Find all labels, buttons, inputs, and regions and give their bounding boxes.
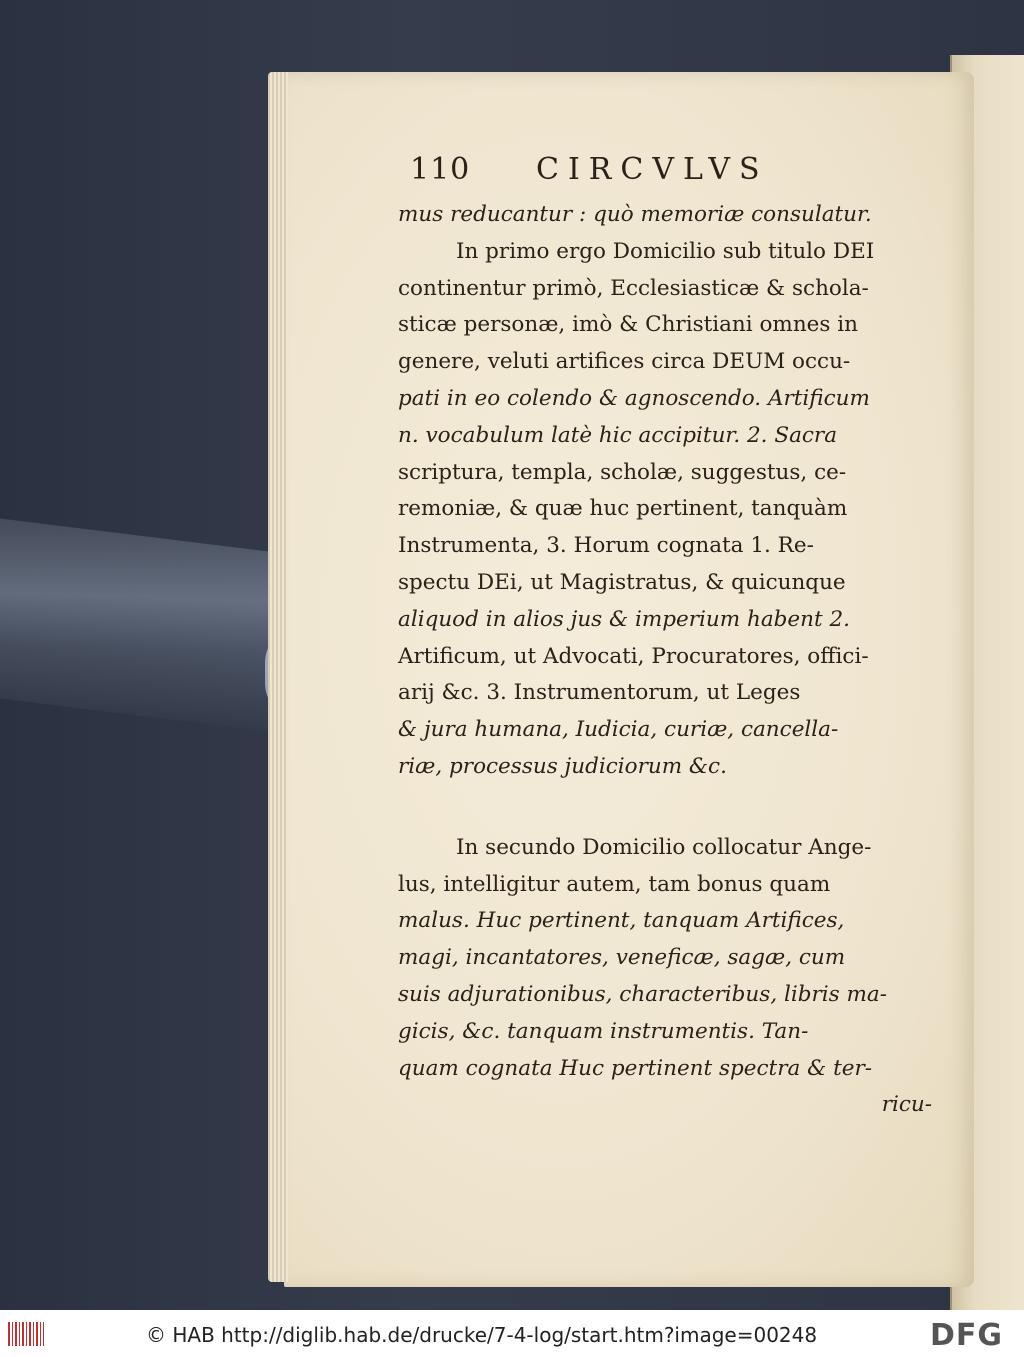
text-line: lus, intelligitur autem, tam bonus quam [398, 871, 831, 897]
page-header [410, 152, 810, 192]
text-line: & jura humana, Iudicia, curiæ, cancella- [398, 717, 839, 743]
page-body [398, 197, 938, 1124]
page-stack-edge [268, 72, 288, 1282]
text-line: In secundo Domicilio collocatur Ange- [456, 834, 872, 860]
text-line: malus. Huc pertinent, tanquam Artifices, [398, 908, 845, 934]
dfg-logo: DFG [930, 1318, 1004, 1353]
text-line: Artificum, ut Advocati, Procuratores, offici- [398, 643, 869, 669]
text-line: remoniæ, & quæ huc pertinent, tanquàm [398, 496, 848, 522]
text-line: Instrumenta, 3. Horum cognata 1. Re- [398, 533, 814, 559]
footer-credit[interactable]: © HAB http://diglib.hab.de/drucke/7-4-log/start.htm?image=00248 [146, 1323, 818, 1347]
text-line: n. vocabulum latè hic accipitur. 2. Sacra [398, 422, 838, 448]
text-line: scriptura, templa, scholæ, suggestus, ce- [398, 459, 847, 485]
text-line: sticæ personæ, imò & Christiani omnes in [398, 312, 858, 338]
page-number: 110 [410, 152, 471, 187]
text-line: spectu DEi, ut Magistratus, & quicunque [398, 569, 846, 595]
text-line: continentur primò, Ecclesiasticæ & schola- [398, 275, 869, 301]
text-line: arij &c. 3. Instrumentorum, ut Leges [398, 680, 801, 706]
text-line: pati in eo colendo & agnoscendo. Artificum [398, 385, 870, 411]
text-line: aliquod in alios jus & imperium habent 2. [398, 606, 850, 632]
paragraph-gap [398, 786, 938, 830]
text-line: genere, veluti artifices circa DEUM occu- [398, 349, 851, 375]
text-line: ricu- [881, 1092, 932, 1118]
text-line: quam cognata Huc pertinent spectra & ter- [398, 1055, 873, 1081]
text-line: riæ, processus judiciorum &c. [398, 753, 727, 779]
text-line: In primo ergo Domicilio sub titulo DEI [456, 238, 875, 264]
running-head: CIRCVLVS [536, 152, 769, 187]
text-line: mus reducantur : quò memoriæ consulatur. [398, 202, 872, 227]
text-line: suis adjurationibus, characteribus, libris ma- [398, 981, 887, 1007]
library-barcode-icon [8, 1322, 44, 1346]
text-line: gicis, &c. tanquam instrumentis. Tan- [398, 1018, 809, 1044]
text-line: magi, incantatores, veneficæ, sagæ, cum [398, 945, 846, 971]
